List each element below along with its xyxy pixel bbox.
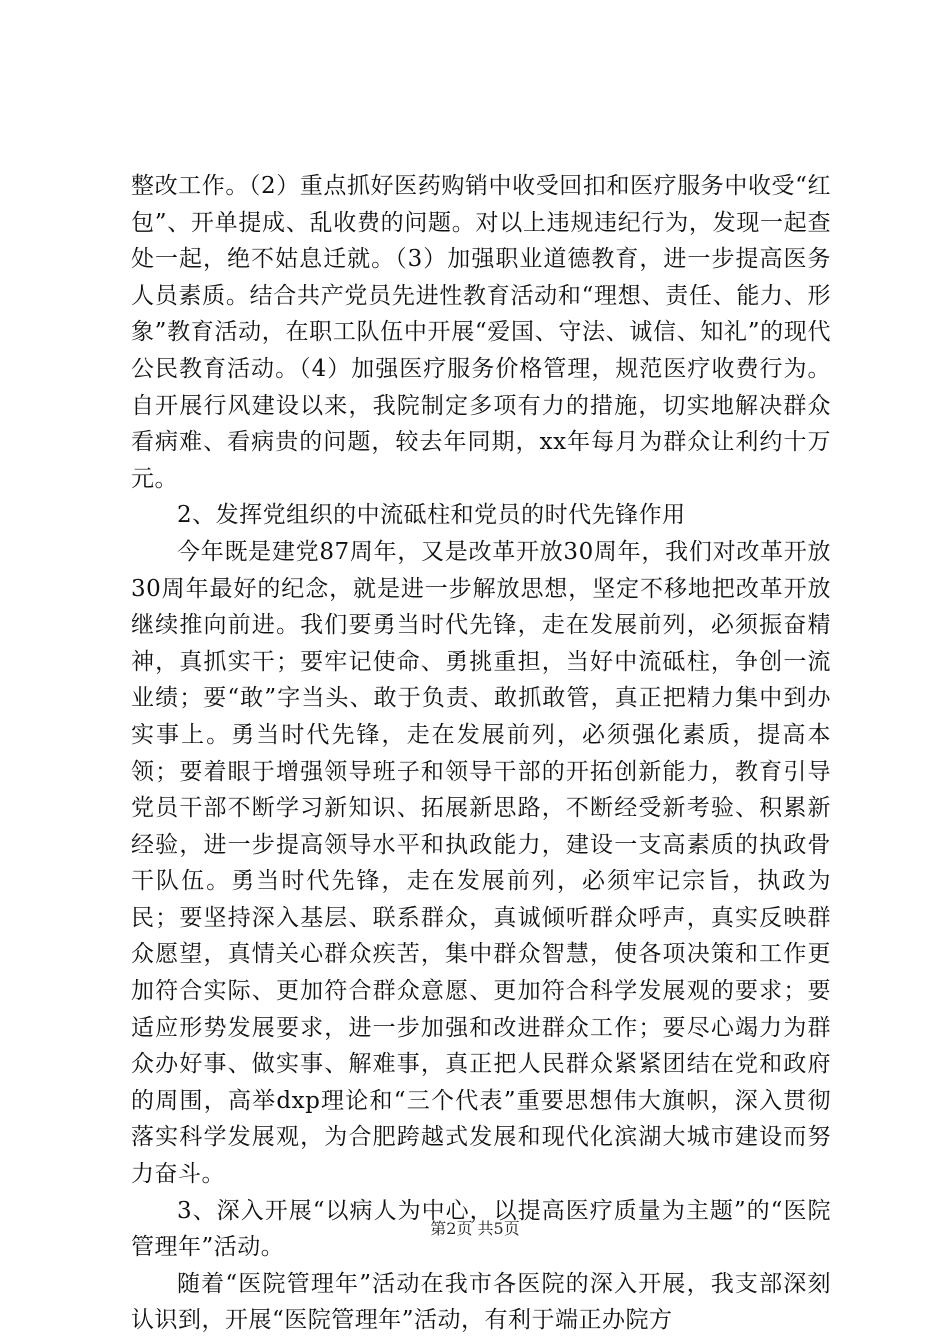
section-heading-3: 3、深入开展“以病人为中心，以提高医疗质量为主题”的“医院管理年”活动。 bbox=[131, 1197, 831, 1261]
page-number-footer: 第2页 共5页 bbox=[430, 1219, 520, 1238]
paragraph-hospital-management: 随着“医院管理年”活动在我市各医院的深入开展，我支部深刻认识到，开展“医院管理年”活动，有利于端正办院方 bbox=[131, 1270, 831, 1334]
section-heading-2: 2、发挥党组织的中流砥柱和党员的时代先锋作用 bbox=[177, 502, 686, 529]
paragraph-party-role: 今年既是建党87周年，又是改革开放30周年，我们对改革开放30周年最好的纪念，就是进一步解放思想，坚定不移地把改革开放继续推向前进。我们要勇当时代先锋，走在发展前列，必须振奋精神，真抓实干；要牢记使命、勇挑重担，当好中流砥柱，争创一流业绩；要“敢”字当头、敢于负责、敢抓敢管，真正把精力集中到办实事上。勇当时代先锋，走在发展前列，必须强化素质，提高本领；要着眼于增强领导班子和领导干部的开拓创新能力，教育引导党员干部不断学习新知识、拓展新思路，不断经受新考验、积累新经验，进一步提高领导水平和执政能力，建设一支高素质的执政骨干队伍。勇当时代先锋，走在发展前列，必须牢记宗旨，执政为民；要坚持深入基层、联系群众，真诚倾听群众呼声，真实反映群众愿望，真情关心群众疾苦，集中群众智慧，使各项决策和工作更加符合实际、更加符合群众意愿、更加符合科学发展观的要求；要适应形势发展要求，进一步加强和改进群众工作；要尽心竭力为群众办好事、做实事、解难事，真正把人民群众紧紧团结在党和政府的周围，高举dxp理论和“三个代表”重要思想伟大旗帜，深入贯彻落实科学发展观，为合肥跨越式发展和现代化滨湖大城市建设而努力奋斗。 bbox=[131, 538, 831, 1188]
paragraph-continuation: 整改工作。（2）重点抓好医药购销中收受回扣和医疗服务中收受“红包”、开单提成、乱收费的问题。对以上违规违纪行为，发现一起查处一起，绝不姑息迁就。（3）加强职业道德教育，进一步提高医务人员素质。结合共产党员先进性教育活动和“理想、责任、能力、形象”教育活动，在职工队伍中开展“爱国、守法、诚信、知礼”的现代公民教育活动。（4）加强医疗服务价格管理，规范医疗收费行为。自开展行风建设以来，我院制定多项有力的措施，切实地解决群众看病难、看病贵的问题，较去年同期，xx年每月为群众让利约十万元。 bbox=[131, 173, 831, 492]
document-body bbox=[131, 168, 831, 1339]
